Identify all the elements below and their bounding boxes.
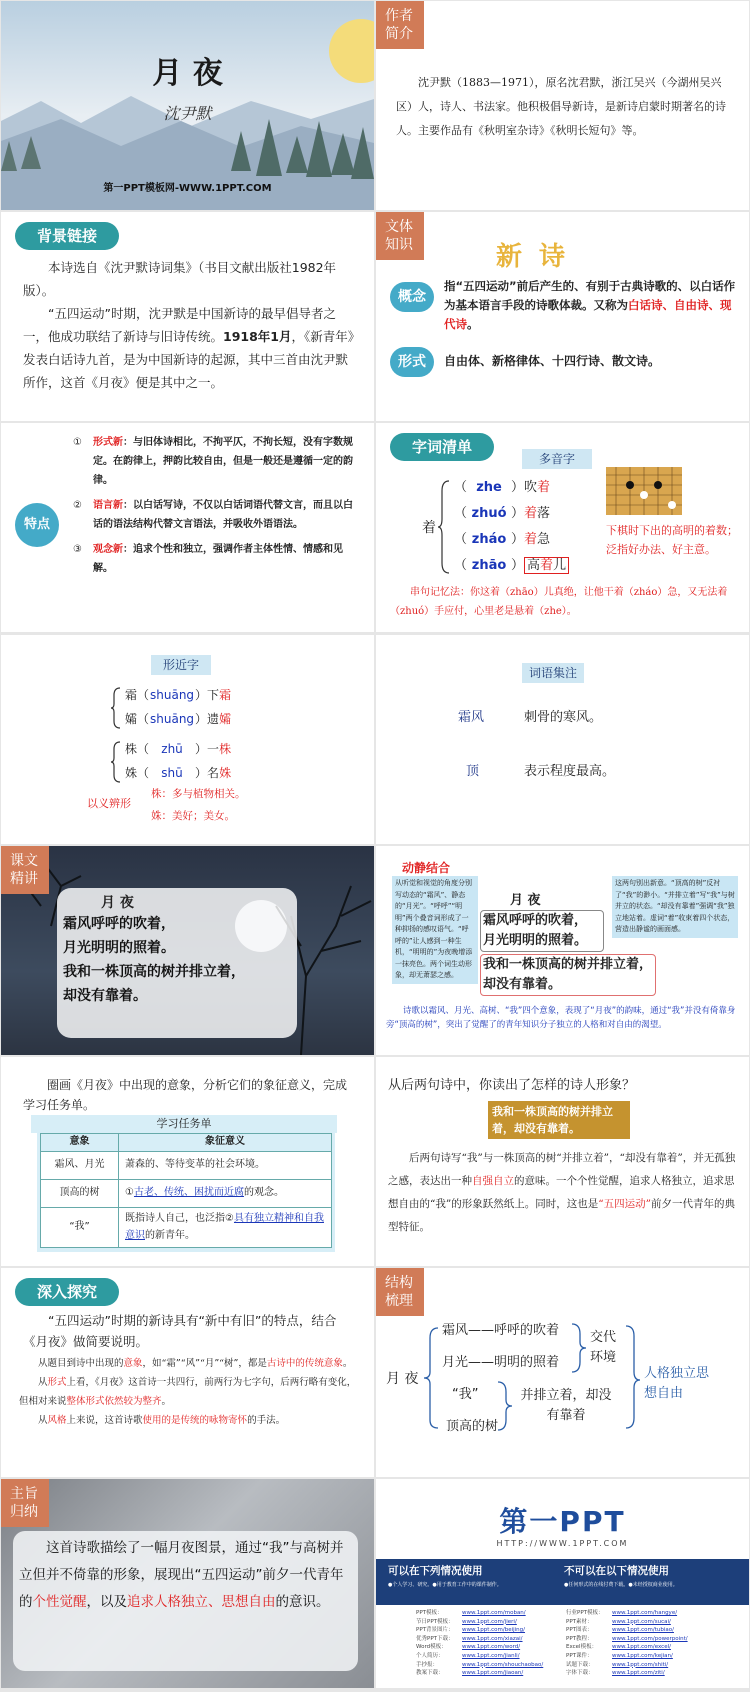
link[interactable]: www.1ppt.com/excel/ bbox=[612, 1644, 671, 1651]
genre-title: 新 诗 bbox=[496, 242, 570, 272]
slide-copyright bbox=[376, 1479, 749, 1688]
analysis-tag: 动静结合 bbox=[386, 858, 466, 878]
similar-group-2: 株（ zhū ）一株 姝（ shū ）名姝 bbox=[125, 742, 232, 780]
pinyin-row: （ zhuó ）着落 bbox=[454, 506, 551, 521]
poem-box-1: 霜风呼呼的吹着， 月光明明的照着。 bbox=[480, 910, 604, 952]
theme-text: 这首诗歌描绘了一幅月夜图景，通过“我”与高树并立但并不倚靠的形象，展现出“五四运动”前夕一代青年的个性觉醒，以及追求人格独立、思想自由的意识。 bbox=[19, 1540, 344, 1610]
slide-structure bbox=[376, 1268, 749, 1477]
structure-l4: 顶高的树 bbox=[446, 1419, 499, 1434]
section-pill: 深入探究 bbox=[15, 1278, 119, 1306]
logo: 第一PPT bbox=[499, 1505, 626, 1538]
corner-tag: 结构 梳理 bbox=[376, 1268, 424, 1316]
link[interactable]: www.1ppt.com/powerpoint/ bbox=[612, 1635, 688, 1642]
link[interactable]: www.1ppt.com/shouchaobao/ bbox=[462, 1661, 544, 1668]
link-row: Word模板： www.1ppt.com/word/ bbox=[416, 1644, 521, 1651]
link-row: 节日PPT模板： www.1ppt.com/jieri/ bbox=[416, 1618, 517, 1625]
links-left bbox=[416, 1609, 543, 1678]
link-row: Excel模板： www.1ppt.com/excel/ bbox=[566, 1644, 671, 1651]
poem-box-2: 我和一株顶高的树并排立着， 却没有靠着。 bbox=[480, 954, 656, 996]
pinyin-row: （ zháo ）着急 bbox=[454, 532, 551, 547]
slide-background bbox=[1, 212, 374, 421]
word-note-row: 霜风 刺骨的寒风。 bbox=[458, 710, 603, 725]
link-row: PPT背景图片： www.1ppt.com/beijing/ bbox=[416, 1627, 526, 1634]
section-pill: 背景链接 bbox=[15, 222, 119, 250]
task-intro: 圈画《月夜》中出现的意象，分析它们的象征意义，完成学习任务单。 bbox=[23, 1078, 348, 1112]
feature-item: ② 语言新：以白话写诗，不仅以白话词语代替文言，而且以白话的语法结构代替文言语法，并吸收外语语法。 bbox=[73, 500, 353, 530]
slide-similar-chars bbox=[1, 635, 374, 844]
author-intro-text: 沈尹默（1883—1971），原名沈君默，浙江吴兴（今湖州吴兴区）人，诗人、书法家。他积极倡导新诗，是新诗启蒙时期著名的诗人。主要作品有《秋明室杂诗》《秋明长短句》等。 bbox=[396, 76, 726, 137]
rule-label: 以义辨形 bbox=[87, 797, 131, 810]
structure-result: 人格独立思想自由 bbox=[644, 1366, 710, 1401]
link-row: 试题下载： www.1ppt.com/shiti/ bbox=[566, 1661, 669, 1668]
link[interactable]: www.1ppt.com/hangye/ bbox=[612, 1610, 678, 1616]
task-caption: 学习任务单 bbox=[31, 1115, 337, 1133]
slide-task bbox=[1, 1057, 374, 1266]
analysis-title: 月 夜 bbox=[510, 893, 541, 908]
structure-m2: 并排立着，却没有靠着 bbox=[520, 1388, 612, 1423]
corner-tag: 主旨 归纳 bbox=[1, 1479, 49, 1527]
site-credit: 第一PPT模板网-WWW.1PPT.COM bbox=[103, 183, 272, 194]
brace bbox=[111, 687, 121, 729]
background-text: 本诗选自《沈尹默诗词集》（书目文献出版社1982年版）。 “五四运动”时期，沈尹默是中国新诗的最早倡导者之一，他成功联结了新诗与旧诗传统。1918年1月，《新青年》发表白话诗九首，是为中国新诗的起源，其中三首由沈尹默所作，这首《月夜》便是其中之一。 bbox=[23, 260, 355, 390]
mnemonic: 串句记忆法：你这着（zhāo）儿真绝，让他干着（zháo）急，又无法着（zhuó）手应付，心里老是悬着（zhe）。 bbox=[390, 587, 728, 617]
polyphone-note: 下棋时下出的高明的着数；泛指好办法、好主意。 bbox=[606, 524, 738, 556]
link[interactable]: www.1ppt.com/jianli/ bbox=[462, 1652, 520, 1659]
polyphone-tag: 多音字 bbox=[522, 449, 592, 469]
features-circle: 特点 bbox=[15, 503, 59, 547]
form-circle: 形式 bbox=[390, 347, 434, 377]
slide-title-text: 月 夜 bbox=[152, 56, 223, 91]
rule-text: 株：多与植物相关。 姝：美好；美女。 bbox=[151, 788, 246, 822]
structure-l3: “我” bbox=[452, 1387, 479, 1402]
link-row: 手抄报： www.1ppt.com/shouchaobao/ bbox=[416, 1661, 544, 1668]
link-row: 教案下载： www.1ppt.com/jiaoan/ bbox=[416, 1670, 524, 1677]
section-pill: 字词清单 bbox=[390, 433, 494, 461]
slide-poem bbox=[1, 846, 374, 1055]
slide-vocabulary bbox=[376, 423, 749, 632]
slide-author: 沈尹默 bbox=[163, 104, 212, 123]
structure-l1: 霜风——呼呼的吹着 bbox=[442, 1323, 560, 1338]
similar-group-1: 霜（shuāng）下霜 孀（shuāng）遗孀 bbox=[125, 688, 232, 726]
image-analysis: 后两句诗写“我”与一株顶高的树“并排立着”，“却没有靠着”，并无孤独之感，表达出一种自强自立的意味。一个个性觉醒，追求人格独立，追求思想自由的“我”的形象跃然纸上。同时，这也是“五四运动”前夕一代青年的典型特征。 bbox=[388, 1152, 736, 1233]
link-row: PPT图表： www.1ppt.com/tubiao/ bbox=[566, 1627, 674, 1634]
poem-lines: 霜风呼呼的吹着， 月光明明的照着。 我和一株顶高的树并排立着， 却没有靠着。 bbox=[63, 916, 245, 1004]
slide-word-notes bbox=[376, 635, 749, 844]
link[interactable]: www.1ppt.com/tubiao/ bbox=[612, 1627, 674, 1634]
link-row: 个人简历： www.1ppt.com/jianli/ bbox=[416, 1652, 520, 1659]
link[interactable]: www.1ppt.com/jieri/ bbox=[462, 1618, 517, 1625]
poem-banner: 我和一株顶高的树并排立着，却没有靠着。 bbox=[488, 1101, 630, 1139]
slide-features bbox=[1, 423, 374, 632]
right-annotation: 这两句别出新意。“顶高的树”反衬了“我”的渺小。“并排立着”写“我”与树并立的状态。“却没有靠着”强调“我”独立地站着。虚词“着”收束着四个状态，营造出静谧的画面感。 bbox=[612, 876, 738, 938]
link-row: 行业PPT模板： www.1ppt.com/hangye/ bbox=[566, 1610, 678, 1616]
slide-title bbox=[1, 1, 374, 210]
brace bbox=[111, 741, 121, 783]
corner-tag: 课文 精讲 bbox=[1, 846, 49, 894]
similar-chars-tag: 形近字 bbox=[151, 655, 211, 675]
logo-url: HTTP://WWW.1PPT.COM bbox=[496, 1539, 629, 1548]
polyphone-char: 着 bbox=[422, 520, 436, 536]
corner-tag: 作者 简介 bbox=[376, 1, 424, 49]
link[interactable]: www.1ppt.com/xiazai/ bbox=[462, 1635, 523, 1642]
corner-tag: 文体 知识 bbox=[376, 212, 424, 260]
table-header: 意象 象征意义 bbox=[41, 1134, 332, 1152]
link-row: PPT课件： www.1ppt.com/kejian/ bbox=[566, 1652, 673, 1659]
feature-item: ③ 观念新：追求个性和独立，强调作者主体性情、情感和见解。 bbox=[73, 544, 343, 574]
link[interactable]: www.1ppt.com/word/ bbox=[462, 1644, 521, 1651]
concept-circle: 概念 bbox=[390, 282, 434, 312]
left-annotation: 从听觉和视觉的角度分别写动态的“霜风”、静态的“月光”。“呼呼”“明明”两个叠音词形成了一种抑扬的感叹语气。“呼呼的”让人感到一种生机，“明明的”为夜晚增添一抹亮色。两个词生动形象，却无萧瑟之感。 bbox=[392, 876, 478, 984]
word-notes-tag: 词语集注 bbox=[522, 663, 584, 683]
structure-root: 月 夜 bbox=[386, 1371, 419, 1387]
table-row: 霜风、月光 萧森的、等待变革的社会环境。 bbox=[41, 1151, 332, 1179]
link[interactable]: www.1ppt.com/shiti/ bbox=[612, 1661, 669, 1668]
link[interactable]: www.1ppt.com/jiaoan/ bbox=[462, 1670, 524, 1677]
link[interactable]: www.1ppt.com/moban/ bbox=[462, 1610, 526, 1616]
link-row: PPT模板： www.1ppt.com/moban/ bbox=[416, 1610, 526, 1616]
structure-l2: 月光——明明的照着 bbox=[442, 1355, 560, 1370]
link[interactable]: www.1ppt.com/beijing/ bbox=[462, 1627, 526, 1634]
structure-m1: 交代环境 bbox=[590, 1330, 617, 1365]
link[interactable]: www.1ppt.com/kejian/ bbox=[612, 1652, 673, 1659]
task-table bbox=[37, 1133, 335, 1252]
link-row: 字体下载： www.1ppt.com/ziti/ bbox=[566, 1670, 665, 1677]
slide-image bbox=[376, 1057, 749, 1266]
slide-theme bbox=[1, 1479, 374, 1688]
explore-body: 从题目到诗中出现的意象，如“霜”“风”“月”“树”，都是古诗中的传统意象。 从形式上看，《月夜》这首诗一共四行，前两行为七字句，后两行略有变化，但相对来说整体形式依然较为整齐。 从风格上来说，这首诗歌使用的是传统的咏物寄怀的手法。 bbox=[19, 1358, 357, 1426]
slide-author-intro bbox=[376, 1, 749, 210]
question: 从后两句诗中，你读出了怎样的诗人形象？ bbox=[388, 1078, 636, 1093]
explore-intro: “五四运动”时期的新诗具有“新中有旧”的特点，结合《月夜》做简要说明。 bbox=[23, 1313, 337, 1349]
link-row: PPT教程： www.1ppt.com/powerpoint/ bbox=[566, 1635, 688, 1642]
forms-list: 自由体、新格律体、十四行诗、散文诗。 bbox=[444, 354, 661, 368]
slide-explore bbox=[1, 1268, 374, 1477]
link[interactable]: www.1ppt.com/ziti/ bbox=[612, 1670, 665, 1677]
link[interactable]: www.1ppt.com/sucai/ bbox=[612, 1618, 671, 1625]
links-right bbox=[566, 1609, 688, 1678]
feature-item: ① 形式新：与旧体诗相比，不拘平仄，不拘长短，没有字数规定。在韵律上，押韵比较自由，但是一般还是遵循一定的韵律。 bbox=[73, 437, 353, 486]
table-row: 顶高的树 ①古老、传统、困扰而近腐的观念。 bbox=[41, 1179, 332, 1207]
slide-genre bbox=[376, 212, 749, 421]
poem-title: 月 夜 bbox=[101, 895, 134, 911]
features-list bbox=[73, 433, 358, 578]
word-note-row: 顶 表示程度最高。 bbox=[466, 764, 616, 779]
concept-definition: 指“五四运动”前后产生的、有别于古典诗歌的、以白话作为基本语言手段的诗歌体裁。又称为白话诗、自由诗、现代诗。 bbox=[444, 279, 736, 331]
brace bbox=[438, 479, 450, 575]
pinyin-rows bbox=[454, 475, 569, 579]
link-row: PPT素材： www.1ppt.com/sucai/ bbox=[566, 1618, 671, 1625]
analysis-summary: 诗歌以霜风、月光、高树、“我”四个意象，表现了“月夜”的韵味，通过“我”并没有倚靠身旁“顶高的树”，突出了觉醒了的青年知识分子独立的人格和对自由的渴望。 bbox=[386, 1006, 736, 1030]
pinyin-row: （ zhāo ） 高着儿 bbox=[454, 553, 569, 579]
link-row: 优秀PPT下载： www.1ppt.com/xiazai/ bbox=[416, 1635, 523, 1642]
usage-header: 可以在下列情况使用 不可以在以下情况使用 ●个人学习、研究。●用于教育工作中的课件制作。 ●任何形式的在线付费下载。●未经授权商业使用。 bbox=[376, 1559, 749, 1605]
pinyin-row: （ zhe ）吹着 bbox=[454, 480, 551, 495]
table-row: “我” 既指诗人自己，也泛指②具有独立精神和自我意识的新青年。 bbox=[41, 1207, 332, 1247]
go-board-image bbox=[606, 467, 682, 515]
slide-analysis bbox=[376, 846, 749, 1055]
